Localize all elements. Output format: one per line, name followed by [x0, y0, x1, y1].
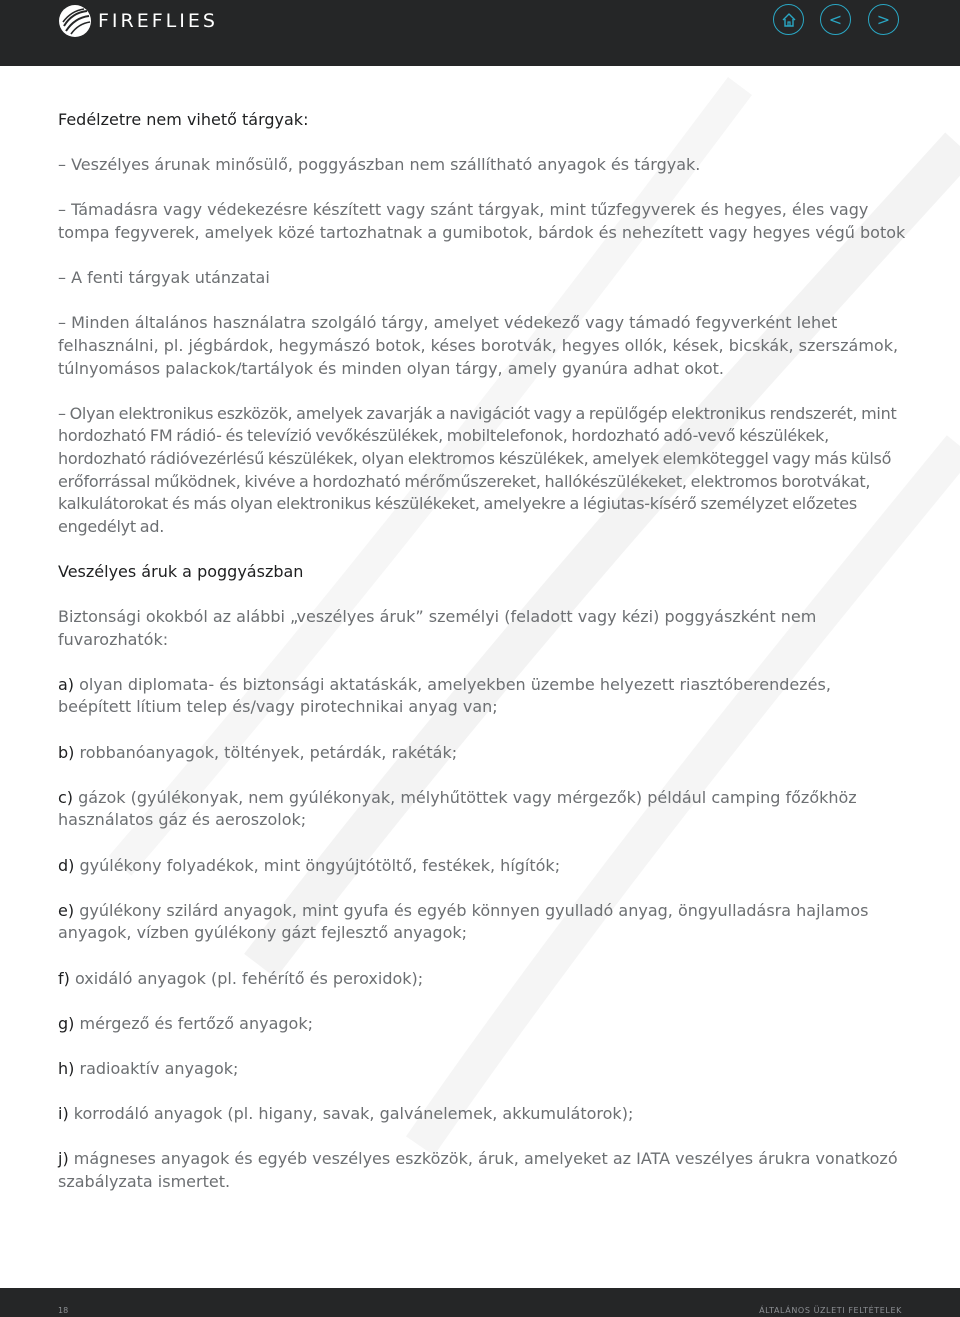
page-number: 18: [58, 1306, 69, 1315]
header-bar: [0, 0, 960, 66]
list-item-label: i): [58, 1104, 69, 1124]
list-item: [58, 855, 908, 878]
list-item: [58, 674, 908, 719]
next-page-button[interactable]: [868, 4, 899, 35]
list-item: – Olyan elektronikus eszközök, amelyek zavarják a navigációt vagy a repülőgép elektronikus rendszerét, mint hordozható FM rádió- és televízió vevőkészülékek, mobiltelefonok, hordozható adó-vevő készülékek, hordozható rádióvezérlésű készülékek, olyan elektromos készülékek, amelyek elemköteggel vagy más külső erőforrással működnek, kivéve a hordozható mérőműszereket, hallókészülékeket, elektromos borotvákat, kalkulátorokat és más olyan elektronikus készülékeket, amelyekre a légiutas-kísérő személyzet előzetes engedélyt ad.: [58, 403, 897, 536]
home-icon: [780, 11, 798, 29]
list-item-label: j): [58, 1149, 69, 1169]
document-body: [58, 109, 908, 1216]
list-item: – A fenti tárgyak utánzatai: [58, 268, 270, 288]
list-item-label: a): [58, 674, 75, 694]
list-item-label: c): [58, 787, 74, 807]
list-item-text: radioaktív anyagok;: [79, 1058, 239, 1078]
chevron-left-icon: <: [828, 10, 843, 29]
list-item: [58, 900, 908, 945]
home-button[interactable]: [773, 4, 804, 35]
list-item: [58, 1013, 908, 1036]
list-item: [58, 1148, 908, 1193]
list-item-label: f): [58, 968, 70, 988]
logo-text: FIREFLIES: [98, 10, 218, 32]
list-item-text: oxidáló anyagok (pl. fehérítő és peroxidok);: [74, 968, 424, 988]
list-item: – Támadásra vagy védekezésre készített vagy szánt tárgyak, mint tűzfegyverek és hegyes, éles vagy tompa fegyverek, amelyek közé tartozhatnak a gumibotok, bárdok és nehezített vagy hegyes végű botok: [58, 200, 906, 242]
fireflies-logo-icon: [58, 4, 92, 38]
previous-page-button[interactable]: [820, 4, 851, 35]
list-item-label: h): [58, 1058, 75, 1078]
section-heading-dangerous-goods: Veszélyes áruk a poggyászban: [58, 561, 304, 581]
list-item: [58, 968, 908, 991]
list-item: [58, 787, 908, 832]
list-item: – Minden általános használatra szolgáló tárgy, amelyet védekező vagy támadó fegyverként lehet felhasználni, pl. jégbárdok, hegymászó botok, késes borotvák, hegyes ollók, kések, bicskák, szerszámok, túlnyomásos palackok/tartályok és minden olyan tárgy, amely gyanúra adhat okot.: [58, 313, 899, 378]
list-item-text: korrodáló anyagok (pl. higany, savak, galvánelemek, akkumulátorok);: [73, 1104, 634, 1124]
footer-bar: [0, 1288, 960, 1317]
list-item-label: b): [58, 742, 75, 762]
list-item: [58, 1103, 908, 1126]
list-item: [58, 1058, 908, 1081]
list-item-text: olyan diplomata- és biztonsági aktatáskák, amelyekben üzembe helyezett riasztóberendezés, beépített lítium telep és/vagy pirotechnikai anyag van;: [58, 674, 831, 717]
intro-paragraph: Biztonsági okokból az alábbi „veszélyes áruk” személyi (feladott vagy kézi) poggyászként nem fuvarozhatók:: [58, 607, 817, 649]
logo: [58, 3, 218, 39]
footer-title: ÁLTALÁNOS ÜZLETI FELTÉTELEK: [759, 1306, 902, 1315]
list-item-text: mérgező és fertőző anyagok;: [79, 1013, 313, 1033]
list-item-text: gyúlékony szilárd anyagok, mint gyufa és egyéb könnyen gyulladó anyag, öngyulladásra hajlamos anyagok, vízben gyúlékony gázt fejlesztő anyagok;: [58, 900, 869, 943]
list-item-text: robbanóanyagok, töltények, petárdák, rakéták;: [79, 742, 458, 762]
list-item: – Veszélyes árunak minősülő, poggyászban nem szállítható anyagok és tárgyak.: [58, 155, 701, 175]
list-item-label: d): [58, 855, 75, 875]
list-item-label: e): [58, 900, 75, 920]
list-item-text: gázok (gyúlékonyak, nem gyúlékonyak, mélyhűtöttek vagy mérgezők) például camping főzőkhöz használatos gáz és aeroszolok;: [58, 787, 857, 830]
list-item: [58, 742, 908, 765]
chevron-right-icon: >: [876, 10, 891, 29]
section-heading-prohibited-items: Fedélzetre nem vihető tárgyak:: [58, 110, 309, 129]
list-item-text: gyúlékony folyadékok, mint öngyújtótöltő, festékek, hígítók;: [79, 855, 561, 875]
list-item-text: mágneses anyagok és egyéb veszélyes eszközök, áruk, amelyeket az IATA veszélyes árukra vonatkozó szabályzata ismertet.: [58, 1149, 898, 1191]
list-item-label: g): [58, 1013, 75, 1033]
